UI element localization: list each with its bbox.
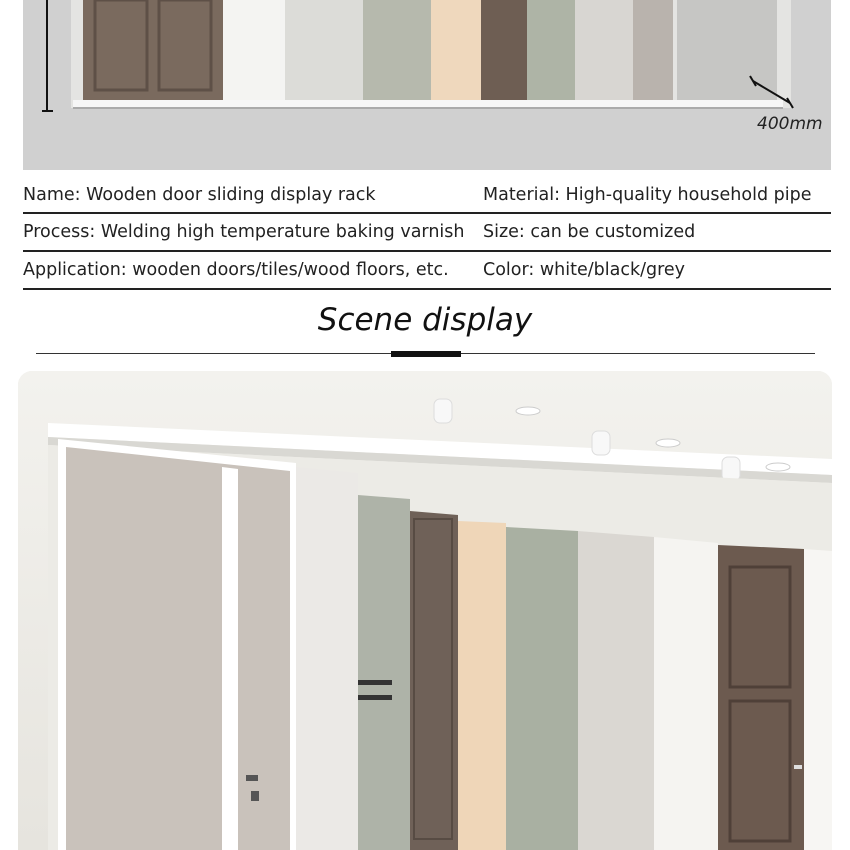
rack-illustration [23,0,831,170]
spec-row [23,252,831,290]
spec-size: Size: can be customized [483,222,696,242]
spec-table [23,178,831,290]
spec-process: Process: Welding high temperature baking varnish [23,222,465,242]
spec-material: Material: High-quality household pipe [483,185,812,205]
spec-row [23,178,831,214]
section-title: Scene display [317,302,533,338]
spec-name: Name: Wooden door sliding display rack [23,185,376,205]
product-rack-photo [23,0,831,170]
section-divider-accent [391,351,461,357]
scene-photo [18,371,832,850]
showroom-illustration [18,371,832,850]
spec-color: Color: white/black/grey [483,260,686,280]
spec-row [23,214,831,252]
depth-dimension-label: 400mm [757,114,823,134]
spec-application: Application: wooden doors/tiles/wood floors, etc. [23,260,449,280]
